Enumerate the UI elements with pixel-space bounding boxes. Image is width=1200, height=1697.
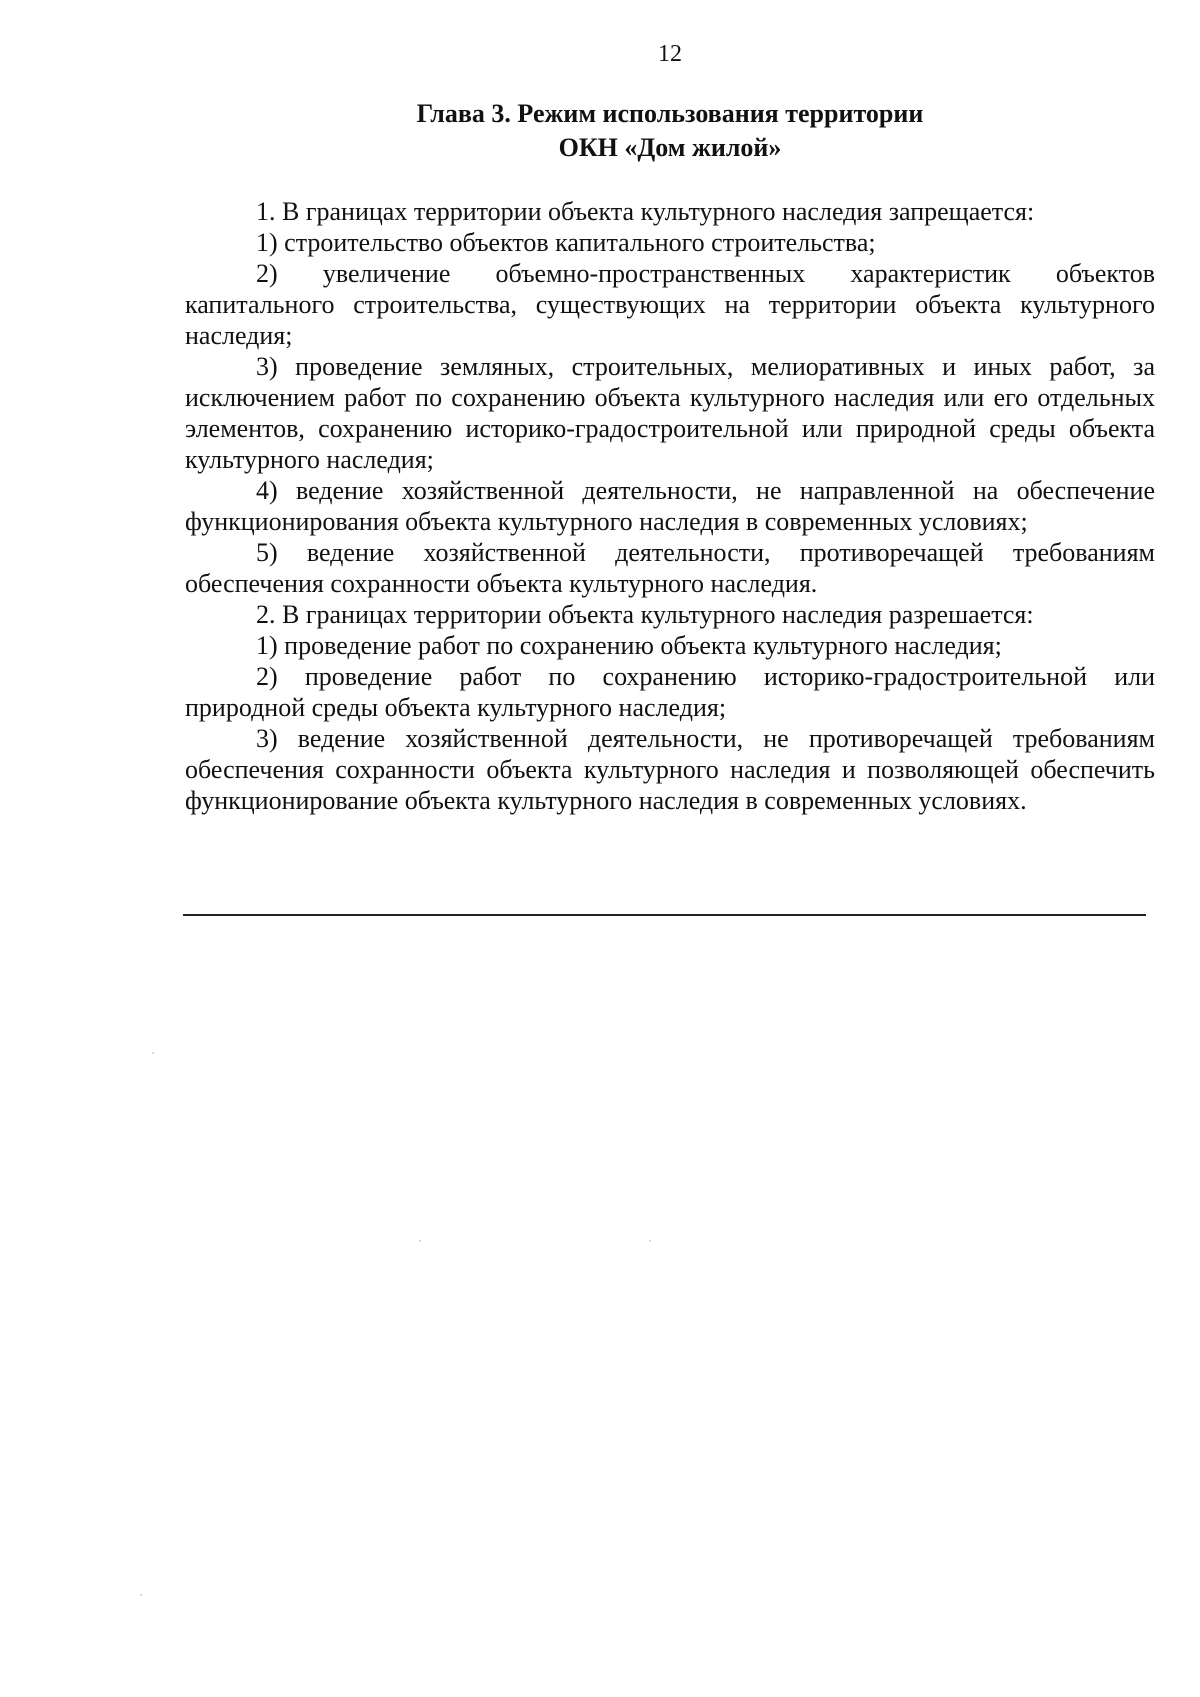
scan-speck bbox=[419, 1240, 421, 1242]
paragraph-permission-3: 3) ведение хозяйственной деятельности, не противоречащей требованиям обеспечения сохранности объекта культурного наследия и позволяющей обеспечить функционирование объекта культурного наследия в современных условиях. bbox=[185, 724, 1155, 815]
body-text bbox=[185, 196, 1155, 816]
end-divider bbox=[183, 914, 1146, 916]
chapter-heading-line-2: ОКН «Дом жилой» bbox=[558, 133, 782, 162]
scan-speck bbox=[140, 1594, 142, 1596]
paragraph-permissions-intro: 2. В границах территории объекта культурного наследия разрешается: bbox=[256, 600, 1034, 629]
paragraph-prohibition-5: 5) ведение хозяйственной деятельности, противоречащей требованиям обеспечения сохранности объекта культурного наследия. bbox=[185, 538, 1155, 598]
paragraph-prohibition-2: 2) увеличение объемно-пространственных характеристик объектов капитального строительства, существующих на территории объекта культурного наследия; bbox=[185, 259, 1155, 350]
chapter-heading-line-1: Глава 3. Режим использования территории bbox=[416, 99, 924, 128]
paragraph-permission-2: 2) проведение работ по сохранению историко-градостроительной или природной среды объекта культурного наследия; bbox=[185, 662, 1155, 722]
page-number: 12 bbox=[658, 41, 682, 67]
chapter-heading bbox=[185, 97, 1155, 165]
scan-speck bbox=[649, 1240, 651, 1242]
paragraph-prohibition-3: 3) проведение земляных, строительных, мелиоративных и иных работ, за исключением работ по сохранению объекта культурного наследия или его отдельных элементов, сохранению историко-градостроительной или природной среды объекта культурного наследия; bbox=[185, 352, 1155, 474]
paragraph-prohibitions-intro: 1. В границах территории объекта культурного наследия запрещается: bbox=[256, 197, 1035, 226]
scan-speck bbox=[152, 1052, 154, 1054]
paragraph-prohibition-4: 4) ведение хозяйственной деятельности, не направленной на обеспечение функционирования объекта культурного наследия в современных условиях; bbox=[185, 476, 1155, 536]
paragraph-permission-1: 1) проведение работ по сохранению объекта культурного наследия; bbox=[256, 631, 1002, 660]
paragraph-prohibition-1: 1) строительство объектов капитального строительства; bbox=[256, 228, 876, 257]
